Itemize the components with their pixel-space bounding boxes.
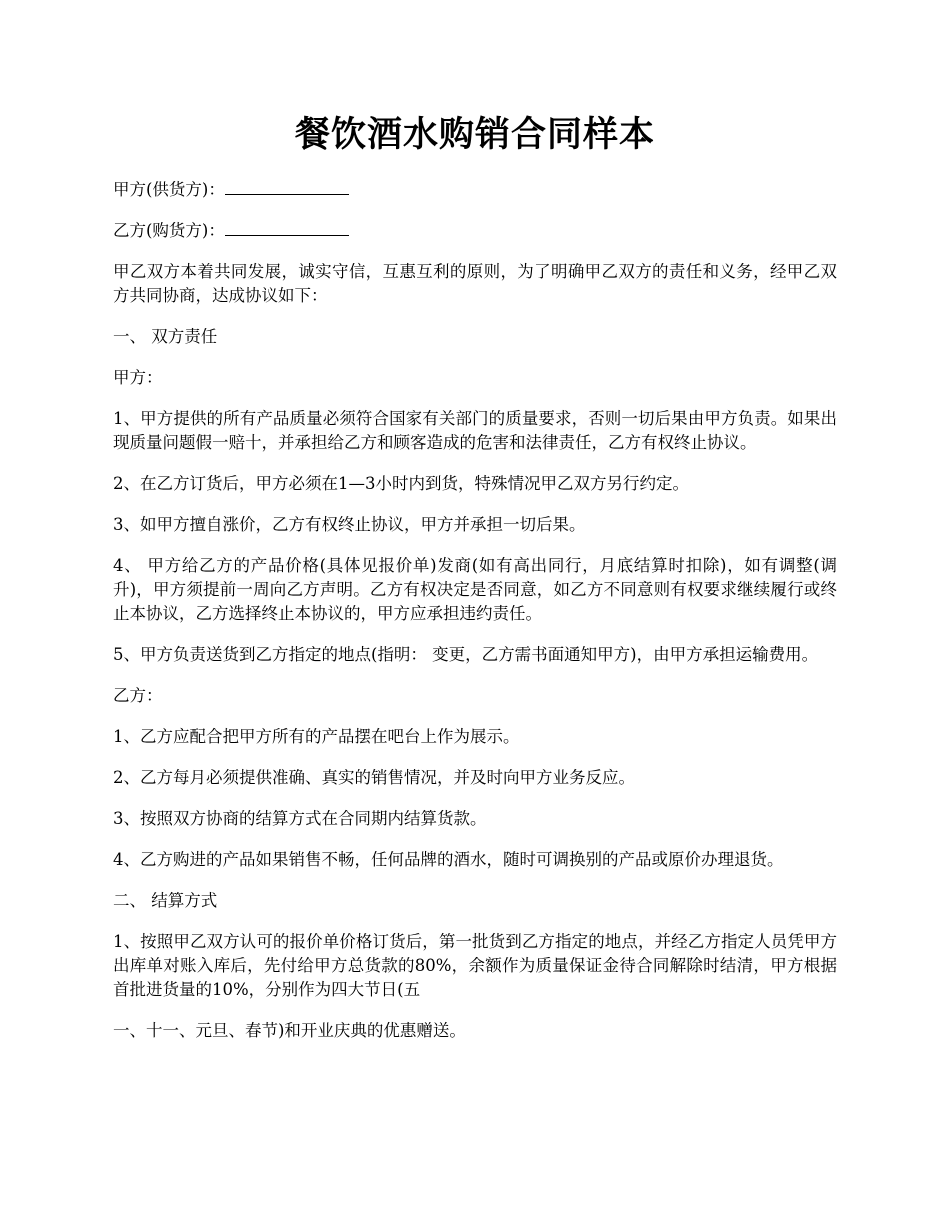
settlement-clause-1: 1、按照甲乙双方认可的报价单价格订货后，第一批货到乙方指定的地点，并经乙方指定人员凭甲方出库单对账入库后，先付给甲方总货款的80%，余额作为质量保证金待合同解除时结清，甲方根据首批进货量的10%，分别作为四大节日(五 <box>113 932 837 999</box>
party-b-heading: 乙方： <box>113 686 163 705</box>
section-2-heading: 二、 结算方式 <box>113 891 218 910</box>
party-b-clause-3: 3、按照双方协商的结算方式在合同期内结算货款。 <box>113 809 487 828</box>
intro-paragraph: 甲乙双方本着共同发展，诚实守信，互惠互利的原则，为了明确甲乙双方的责任和义务，经甲乙双方共同协商，达成协议如下： <box>113 262 837 305</box>
party-a-clause-1: 1、甲方提供的所有产品质量必须符合国家有关部门的质量要求，否则一切后果由甲方负责。如果出现质量问题假一赔十，并承担给乙方和顾客造成的危害和法律责任，乙方有权终止协议。 <box>113 409 837 452</box>
party-a-heading: 甲方： <box>113 368 163 387</box>
document-body <box>113 178 837 1060</box>
party-a-clause-4: 4、 甲方给乙方的产品价格(具体见报价单)发商(如有高出同行，月底结算时扣除)，如有调整(调升)，甲方须提前一周向乙方声明。乙方有权决定是否同意，如乙方不同意则有权要求继续履行或终止本协议，乙方选择终止本协议的，甲方应承担违约责任。 <box>113 556 837 623</box>
party-a-clause-5: 5、甲方负责送货到乙方指定的地点(指明： 变更，乙方需书面通知甲方)，由甲方承担运输费用。 <box>113 645 819 664</box>
party-b-blank <box>225 219 349 236</box>
party-b-clause-4: 4、乙方购进的产品如果销售不畅，任何品牌的酒水，随时可调换别的产品或原价办理退货。 <box>113 850 784 869</box>
section-1-heading: 一、 双方责任 <box>113 327 218 346</box>
party-b-clause-2: 2、乙方每月必须提供准确、真实的销售情况，并及时向甲方业务反应。 <box>113 768 635 787</box>
party-a-line <box>113 178 837 202</box>
party-a-clause-2: 2、在乙方订货后，甲方必须在1—3小时内到货，特殊情况甲乙双方另行约定。 <box>113 474 689 493</box>
party-a-clause-3: 3、如甲方擅自涨价，乙方有权终止协议，甲方并承担一切后果。 <box>113 515 586 534</box>
settlement-clause-1-continued: 一、十一、元旦、春节)和开业庆典的优惠赠送。 <box>113 1021 466 1040</box>
party-b-clause-1: 1、乙方应配合把甲方所有的产品摆在吧台上作为展示。 <box>113 727 520 746</box>
party-b-label: 乙方(购货方)： <box>113 221 225 240</box>
party-a-blank <box>225 178 349 195</box>
party-a-label: 甲方(供货方)： <box>113 180 225 199</box>
party-b-line <box>113 219 837 243</box>
document-title: 餐饮酒水购销合同样本 <box>294 114 655 155</box>
